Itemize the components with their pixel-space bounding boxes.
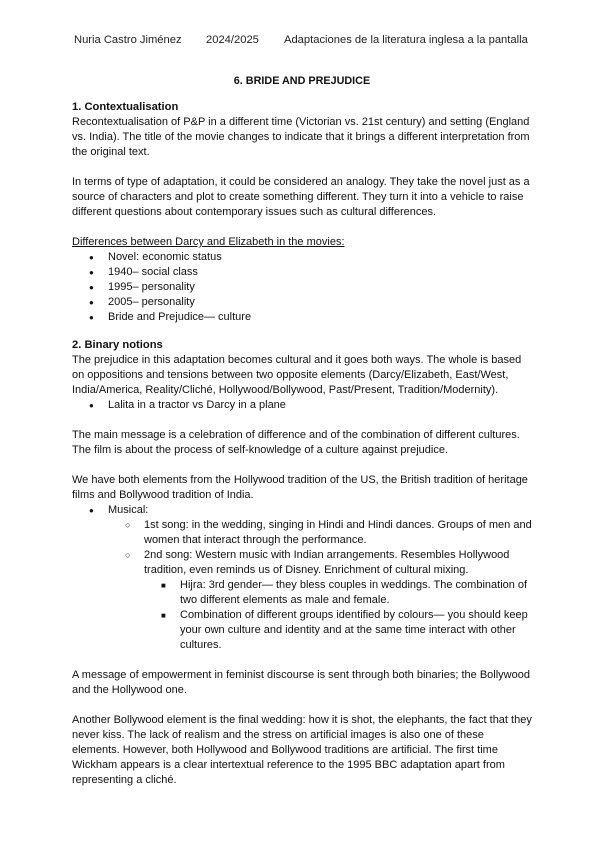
musical-list (72, 503, 532, 653)
list-item (108, 503, 532, 653)
list-item: ● Novel: economic status (108, 250, 532, 265)
list-item: ○ 1st song: in the wedding, singing in Hindi and Hindi dances. Groups of men and women that interact through the performance. (144, 518, 532, 548)
paragraph: Another Bollywood element is the final wedding: how it is shot, the elephants, the fact that they never kiss. The lack of realism and the stress on artificial images is also one of these elements. However, both Hollywood and Bollywood traditions are artificial. The first time Wickham appears is a clear intertextual reference to the 1995 BBC adaptation apart from representing a cliché. (72, 714, 532, 786)
song2-sublist (144, 578, 532, 653)
header-author: Nuria Castro Jiménez (74, 34, 182, 46)
list-item (144, 548, 532, 653)
list-item: ■ Combination of different groups identified by colours— you should keep your own culture and identity and at the same time interact with other cultures. (180, 608, 532, 653)
paragraph: We have both elements from the Hollywood tradition of the US, the British tradition of heritage films and Bollywood tradition of India. (72, 474, 528, 501)
list-item: ● 2005– personality (108, 295, 532, 310)
paragraph: A message of empowerment in feminist discourse is sent through both binaries; the Bollywood and the Hollywood one. (72, 669, 530, 696)
document-body (72, 100, 532, 788)
song2-text: 2nd song: Western music with Indian arrangements. Resembles Hollywood tradition, even reminds us of Disney. Enrichment of cultural mixing. (144, 549, 510, 576)
songs-list (108, 518, 532, 653)
paragraph: Recontextualisation of P&P in a different time (Victorian vs. 21st century) and setting (England vs. India). The title of the movie changes to indicate that it brings a different interpretation from the original text. (72, 116, 530, 158)
musical-label: Musical: (108, 504, 149, 516)
section-heading-contextualisation: 1. Contextualisation (72, 101, 179, 113)
header-course: Adaptaciones de la literatura inglesa a la pantalla (284, 34, 528, 46)
list-title: Differences between Darcy and Elizabeth in the movies: (72, 236, 345, 248)
paragraph: The prejudice in this adaptation becomes cultural and it goes both ways. The whole is based on oppositions and tensions between two opposite elements (Darcy/Elizabeth, East/West, India/America, Reality/Cliché, Hollywood/Bollywood, Past/Present, Tradition/Modernity). (72, 354, 522, 396)
list-item: ● 1995– personality (108, 280, 532, 295)
section-heading-binary-notions: 2. Binary notions (72, 339, 163, 351)
bullet-list (72, 398, 532, 413)
list-item: ■ Hijra: 3rd gender— they bless couples in weddings. The combination of two different elements as male and female. (180, 578, 532, 608)
document-title: 6. BRIDE AND PREJUDICE (233, 75, 371, 87)
differences-list (72, 250, 532, 325)
paragraph: The main message is a celebration of difference and of the combination of different cultures. The film is about the process of self-knowledge of a culture against prejudice. (72, 429, 520, 456)
paragraph: In terms of type of adaptation, it could be considered an analogy. They take the novel just as a source of characters and plot to create something different. They turn it into a vehicle to raise different questions about contemporary issues such as cultural differences. (72, 176, 530, 218)
list-item: ● Bride and Prejudice— culture (108, 310, 532, 325)
list-item: ● Lalita in a tractor vs Darcy in a plane (108, 398, 532, 413)
list-item: ● 1940– social class (108, 265, 532, 280)
header-year: 2024/2025 (206, 34, 259, 46)
